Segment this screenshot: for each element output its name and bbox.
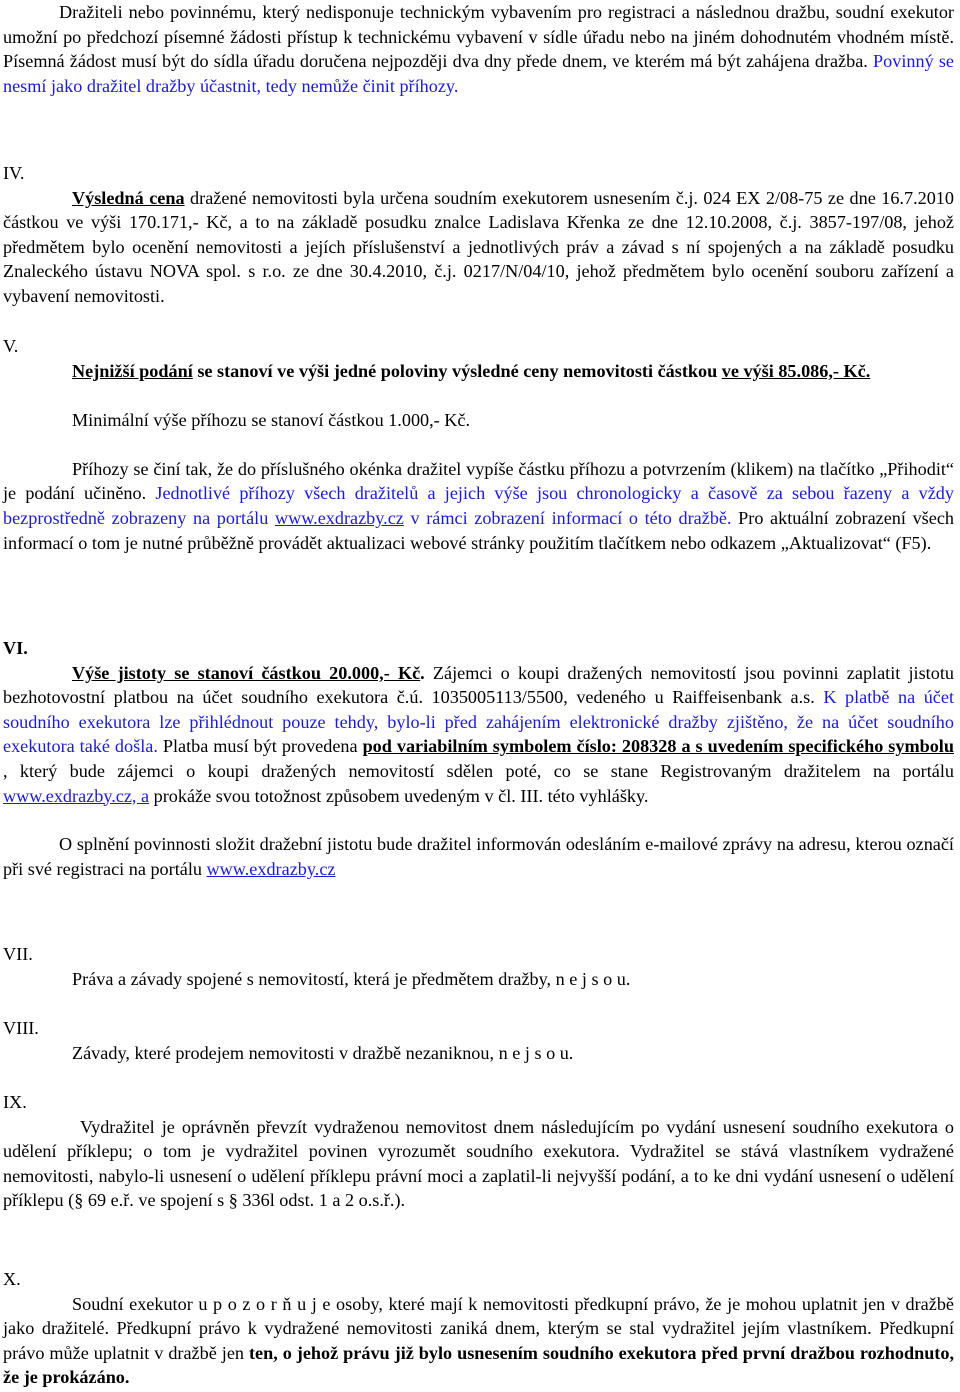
bidding-instructions <box>3 457 954 555</box>
deposit-text <box>3 661 954 809</box>
section-number: X. <box>3 1269 21 1289</box>
section-iv-text <box>3 186 954 309</box>
section-number: IX. <box>3 1092 27 1112</box>
variable-symbol: pod variabilním symbolem číslo: 208328 a s uvedením specifického symbolu <box>362 736 954 757</box>
deposit-body-1: Zájemci o koupi dražených nemovitostí jsou povinni zaplatit jistotu bezhotovostní platbou na účet soudního exekutora č.ú. 1035005113/5500, vedeného u Raiffeisenbank a.s. <box>3 662 954 708</box>
section-x-body: Soudní exekutor u p o z o r ň u j e osoby, které mají k nemovitosti předkupní právo, že je mohou uplatnit jen v dražbě jako dražitelé. Předkupní právo k vydražené nemovitosti zaniká dnem, kterým se stal vydražitel jejím vlastníkem. Předkupní právo může uplatnit v dražbě jen <box>3 1293 954 1363</box>
section-number: VIII. <box>3 1018 39 1038</box>
deposit-notice <box>3 832 954 881</box>
lowest-bid-body: se stanoví ve výši jedné poloviny výsledné ceny nemovitosti částkou <box>192 360 722 381</box>
section-iv <box>3 161 954 309</box>
section-vii-text: Práva a závady spojené s nemovitostí, která je předmětem dražby, n e j s o u. <box>72 968 631 989</box>
exdrazby-link[interactable]: www.exdrazby.cz, a <box>3 785 150 806</box>
bidding-text-b: Jednotlivé příhozy všech dražitelů a jejich výše jsou chronologicky a časově za sebou řazeny a vždy bezprostředně zobrazeny na portálu <box>3 483 954 528</box>
bidding-text-a: Příhozy se činí tak, že do příslušného okénka dražitel vypíše částku příhozu a potvrzením (klikem) na tlačítko „Přihodit“ je podání učiněno. <box>3 458 954 504</box>
deposit-body-4: , který bude zájemci o koupi dražených nemovitostí sdělen poté, co se stane Registrovaným dražitelem na portálu <box>3 760 954 781</box>
section-x-bold: ten, o jehož právu již bylo usnesením soudního exekutora před první dražbou rozhodnuto, že je prokázáno. <box>3 1342 955 1388</box>
section-viii <box>3 1016 954 1065</box>
section-iv-body: dražené nemovitosti byla určena soudním exekutorem usnesením č.j. 024 EX 2/08-75 ze dne 16.7.2010 částkou ve výši 170.171,- Kč, a to na základě posudku znalce Ladislava Křenka ze dne 12.10.2008, č.j. 3857-197/08, jehož předmětem bylo ocenění nemovitosti a jejích příslušenství a jednotlivých práv a závad s ní spojených a na základě posudku Znaleckého ústavu NOVA spol. s r.o. ze dne 30.4.2010, č.j. 0217/N/04/10, jehož předmětem bylo ocenění souboru zařízení a vybavení nemovitosti. <box>3 187 954 306</box>
deposit-body-5: prokáže svou totožnost způsobem uvedeným v čl. III. této vyhlášky. <box>149 785 649 806</box>
exdrazby-link[interactable]: www.exdrazby.cz <box>274 507 404 528</box>
section-ix <box>3 1090 954 1213</box>
deposit-dot: . <box>420 662 425 683</box>
lowest-bid-amount: ve výši 85.086,- Kč. <box>721 360 871 381</box>
deposit-body-2: K platbě na účet soudního exekutora lze přihlédnout pouze tehdy, bylo-li před zahájením elektronické dražby zjištěno, že na účet soudního exekutora také došla. <box>3 687 955 757</box>
section-ix-text: Vydražitel je oprávněn převzít vydraženou nemovitost dnem následujícím po vydání usnesení soudního exekutora o udělení příklepu; o tom je vydražitel povinen vyrozumět soudního exekutora. Vydražitel se stává vlastníkem vydražené nemovitosti, nabylo-li usnesení o udělení příklepu právní moci a zaplatil-li nejvyšší podání, a to ke dni vydání usnesení o udělení příklepu (§ 69 e.ř. ve spojení s § 336l odst. 1 a 2 o.s.ř.). <box>3 1116 954 1211</box>
section-x-text <box>3 1292 954 1390</box>
section-number: V. <box>3 336 19 356</box>
intro-text-1: Dražiteli nebo povinnému, který nedisponuje technickým vybavením pro registraci a následnou dražbu, soudní exekutor umožní po předchozí písemné žádosti přístup k technickému vybavení v sídle úřadu nebo na jiném dohodnutém vhodném místě. Písemná žádost musí být do sídla úřadu doručena nejpozději dva dny přede dnem, ve kterém má být zahájena dražba. <box>3 2 954 72</box>
section-number: IV. <box>3 163 25 183</box>
section-viii-text: Závady, které prodejem nemovitosti v dražbě nezaniknou, n e j s o u. <box>72 1042 574 1063</box>
section-x <box>3 1267 954 1390</box>
section-vi <box>3 636 954 881</box>
bidding-text-d: Pro aktuální zobrazení všech informací o tom je nutné průběžně provádět aktualizaci webové stránky použitím tlačítkem nebo odkazem „Aktualizovat“ (F5). <box>3 507 954 553</box>
deposit-notice-text: O splnění povinnosti složit dražební jistotu bude dražitel informován odesláním e-mailové zprávy na adresu, kterou označí při své registraci na portálu <box>3 834 954 879</box>
paragraph-intro <box>3 0 954 98</box>
section-number: VI. <box>3 638 28 658</box>
deposit-body-3: Platba musí být provedena <box>157 736 363 757</box>
deposit-amount: Výše jistoty se stanoví částkou 20.000,- Kč <box>72 662 421 683</box>
exdrazby-link[interactable]: www.exdrazby.cz <box>206 858 336 879</box>
section-v <box>3 334 954 555</box>
lowest-bid-label: Nejnižší podání <box>72 360 193 381</box>
section-number: VII. <box>3 944 33 964</box>
intro-text-2: Povinný se nesmí jako dražitel dražby účastnit, tedy nemůže činit příhozy. <box>3 51 954 96</box>
bidding-text-c: v rámci zobrazení informací o této dražbě. <box>403 507 732 528</box>
lowest-bid-text <box>3 359 954 384</box>
min-increment-text: Minimální výše příhozu se stanoví částkou 1.000,- Kč. <box>72 410 471 431</box>
section-vii <box>3 942 954 991</box>
result-price-label: Výsledná cena <box>72 187 185 208</box>
